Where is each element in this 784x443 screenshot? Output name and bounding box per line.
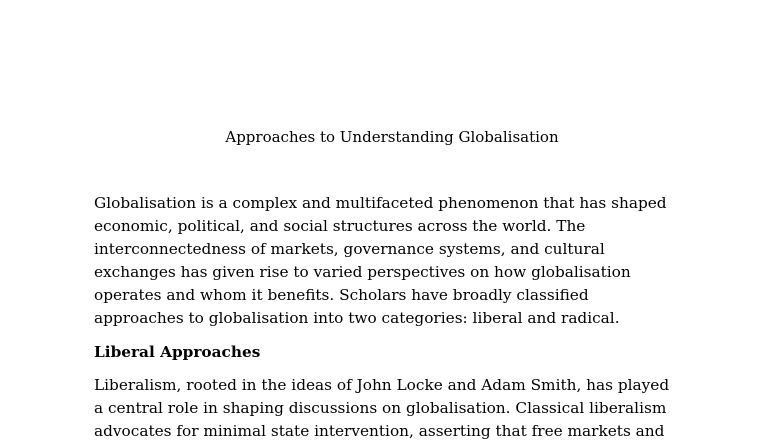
- paragraph-line: approaches to globalisation into two categories: liberal and radical.: [94, 309, 620, 328]
- paragraph-line: operates and whom it benefits. Scholars have broadly classified: [94, 286, 589, 305]
- intro-paragraph: [94, 192, 734, 331]
- paragraph-line: a central role in shaping discussions on globalisation. Classical liberalism: [94, 399, 667, 418]
- paragraph-line: exchanges has given rise to varied perspectives on how globalisation: [94, 263, 631, 282]
- section-heading: Liberal Approaches: [94, 343, 261, 361]
- paragraph-line: interconnectedness of markets, governance systems, and cultural: [94, 240, 605, 259]
- paragraph-line: Liberalism, rooted in the ideas of John Locke and Adam Smith, has played: [94, 376, 670, 394]
- paragraph-line: Globalisation is a complex and multifaceted phenomenon that has shaped: [94, 194, 667, 212]
- section-paragraph: [94, 374, 734, 443]
- document-title: Approaches to Understanding Globalisation: [225, 128, 559, 146]
- paragraph-line: advocates for minimal state intervention, asserting that free markets and: [94, 422, 665, 441]
- paragraph-line: economic, political, and social structures across the world. The: [94, 217, 586, 236]
